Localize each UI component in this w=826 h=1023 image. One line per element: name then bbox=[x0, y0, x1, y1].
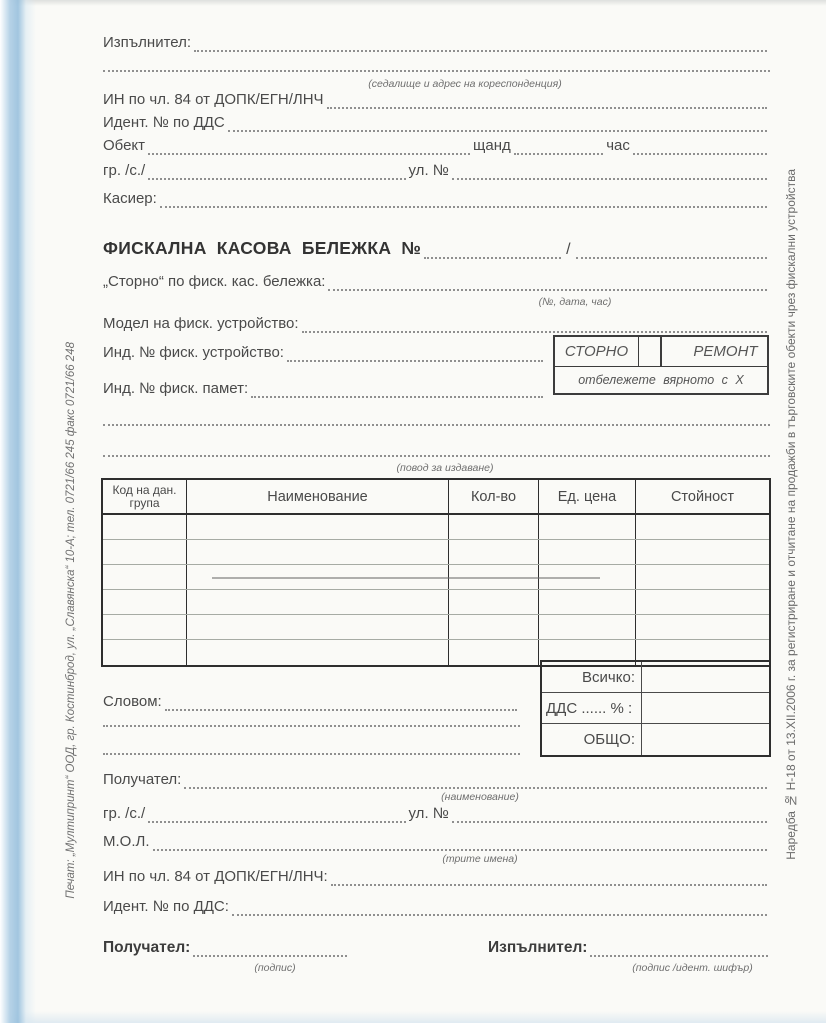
chas-label: час bbox=[606, 137, 630, 154]
mark-correct-note: отбележете вярното с X bbox=[578, 373, 744, 388]
cell-unit-price bbox=[539, 615, 636, 639]
mol-fill-line bbox=[153, 847, 767, 851]
kasier-fill-line bbox=[160, 204, 767, 208]
cell-qty bbox=[449, 615, 539, 639]
printer-info-text: Печат: „Мултипринт“ ООД, гр. Костинброд, ул. „Славянска“ 10-А; тел. 0721/66 245 факс 0721/66 248 bbox=[65, 341, 77, 899]
names-caption: (трите имена) bbox=[442, 853, 518, 865]
signature-row-izpalnitel bbox=[488, 938, 771, 957]
ind-device-fill-line bbox=[287, 358, 543, 362]
street-label: ул. № bbox=[408, 162, 449, 179]
field-row-in-dopk-bottom bbox=[103, 867, 770, 886]
name-caption: (наименование) bbox=[441, 791, 519, 803]
cell-tax-group bbox=[103, 615, 187, 639]
city-fill-line bbox=[148, 176, 405, 180]
cell-qty bbox=[449, 540, 539, 564]
street-bottom-label: ул. № bbox=[408, 805, 449, 822]
vat-label: Идент. № по ДДС bbox=[103, 114, 225, 131]
obshto-label: ОБЩО: bbox=[542, 724, 642, 755]
slovom-label: Словом: bbox=[103, 693, 162, 710]
field-row-mol bbox=[103, 832, 770, 851]
cell-value bbox=[636, 515, 769, 539]
in-dopk-fill-line bbox=[327, 105, 767, 109]
field-row-obekt bbox=[103, 136, 770, 155]
totals-box bbox=[540, 660, 771, 757]
cell-value bbox=[636, 540, 769, 564]
city-label: гр. /с./ bbox=[103, 162, 146, 179]
table-row bbox=[103, 540, 769, 565]
table-row bbox=[103, 615, 769, 640]
cell-qty bbox=[449, 590, 539, 614]
vsichko-value-cell bbox=[642, 662, 769, 692]
items-table bbox=[101, 478, 771, 667]
chas-fill-line bbox=[633, 151, 767, 155]
cell-value bbox=[636, 590, 769, 614]
city-bottom-fill-line bbox=[148, 819, 405, 823]
receipt-date-fill bbox=[576, 255, 767, 259]
ind-memory-label: Инд. № фиск. памет: bbox=[103, 380, 249, 397]
shtand-fill-line bbox=[514, 151, 603, 155]
model-fill-line bbox=[302, 329, 767, 333]
vat-bottom-fill-line bbox=[232, 912, 767, 916]
totals-row-obshto bbox=[542, 724, 769, 755]
storno-remont-box bbox=[553, 335, 769, 395]
cell-qty bbox=[449, 640, 539, 665]
table-row bbox=[103, 590, 769, 615]
signature-row-poluchatel bbox=[103, 938, 350, 957]
cell-name bbox=[187, 590, 449, 614]
field-row-city-bottom bbox=[103, 804, 770, 823]
cell-name bbox=[187, 615, 449, 639]
field-row-vat-bottom bbox=[103, 897, 770, 916]
cell-name bbox=[187, 640, 449, 665]
cell-tax-group bbox=[103, 565, 187, 589]
signature-poluchatel-caption: (подпис) bbox=[254, 962, 296, 974]
obekt-label: Обект bbox=[103, 137, 146, 154]
street-bottom-fill-line bbox=[452, 819, 767, 823]
table-row bbox=[103, 515, 769, 540]
vsichko-label: Всичко: bbox=[542, 662, 642, 692]
poluchatel-fill-line bbox=[184, 785, 767, 789]
reason-fill-line-2 bbox=[103, 455, 770, 457]
slovom-fill-line-2 bbox=[103, 725, 520, 727]
scan-edge-left bbox=[0, 0, 36, 1023]
storno-caption: (№, дата, час) bbox=[538, 296, 612, 308]
dds-value-cell bbox=[642, 693, 769, 723]
signature-izpalnitel-label: Изпълнител: bbox=[488, 939, 588, 956]
field-row-poluchatel bbox=[103, 770, 770, 789]
cell-unit-price bbox=[539, 590, 636, 614]
field-row-storno bbox=[103, 272, 770, 291]
address-caption: (седалище и адрес на кореспонденция) bbox=[368, 78, 562, 90]
header-tax-group: Код на дан. група bbox=[103, 480, 187, 513]
cell-name bbox=[187, 540, 449, 564]
field-row-vat bbox=[103, 113, 770, 132]
storno-checkbox-cell bbox=[638, 337, 661, 366]
signature-poluchatel-fill bbox=[193, 953, 347, 957]
form-title: ФИСКАЛНА КАСОВА БЕЛЕЖКА № bbox=[103, 238, 422, 258]
dds-label: ДДС ...... % : bbox=[542, 693, 642, 723]
field-row-in-dopk bbox=[103, 90, 770, 109]
obekt-fill-line bbox=[148, 151, 470, 155]
cell-name bbox=[187, 515, 449, 539]
remont-checkbox-cell bbox=[661, 337, 684, 366]
cell-unit-price bbox=[539, 515, 636, 539]
field-row-slovom bbox=[103, 692, 520, 711]
storno-option-label: СТОРНО bbox=[564, 343, 629, 361]
storno-label: „Сторно“ по фиск. кас. бележка: bbox=[103, 273, 326, 290]
city-bottom-label: гр. /с./ bbox=[103, 805, 146, 822]
cell-value bbox=[636, 565, 769, 589]
scan-artifact-line bbox=[212, 577, 600, 579]
reason-caption: (повод за издаване) bbox=[396, 462, 494, 474]
signature-izpalnitel-fill bbox=[590, 953, 768, 957]
field-row-ind-device bbox=[103, 343, 546, 362]
field-row-ind-memory bbox=[103, 379, 546, 398]
kasier-label: Касиер: bbox=[103, 190, 157, 207]
izpalnitel-fill-line bbox=[194, 48, 767, 52]
receipt-number-fill bbox=[424, 255, 561, 259]
cell-tax-group bbox=[103, 540, 187, 564]
poluchatel-label: Получател: bbox=[103, 771, 182, 788]
mol-label: М.О.Л. bbox=[103, 833, 150, 850]
cell-qty bbox=[449, 515, 539, 539]
ind-device-label: Инд. № фиск. устройство: bbox=[103, 344, 284, 361]
signature-izpalnitel-caption: (подпис /идент. шифър) bbox=[632, 962, 753, 974]
regulation-vertical-text bbox=[778, 88, 804, 940]
slovom-fill-line-1 bbox=[165, 707, 517, 711]
printer-info-vertical-text bbox=[58, 285, 84, 955]
items-table-header bbox=[103, 480, 769, 515]
scan-edge-top bbox=[0, 0, 826, 6]
signature-poluchatel-label: Получател: bbox=[103, 939, 191, 956]
in-dopk-label: ИН по чл. 84 от ДОПК/ЕГН/ЛНЧ bbox=[103, 91, 324, 108]
totals-row-dds bbox=[542, 693, 769, 724]
field-row-city-top bbox=[103, 161, 770, 180]
regulation-text: Наредба № Н-18 от 13.XII.2006 г. за регистриране и отчитане на продажби в търговските обекти чрез фискални устройства bbox=[784, 168, 798, 860]
field-row-izpalnitel bbox=[103, 33, 770, 52]
slovom-fill-line-3 bbox=[103, 753, 520, 755]
cell-value bbox=[636, 615, 769, 639]
in-dopk-bottom-fill-line bbox=[331, 882, 767, 886]
storno-fill-line bbox=[328, 287, 767, 291]
obshto-value-cell bbox=[642, 724, 769, 755]
address-fill-line bbox=[103, 70, 770, 72]
street-fill-line bbox=[452, 176, 767, 180]
field-row-model bbox=[103, 314, 770, 333]
header-value: Стойност bbox=[670, 488, 735, 505]
cell-tax-group bbox=[103, 515, 187, 539]
cell-unit-price bbox=[539, 540, 636, 564]
storno-remont-options-row bbox=[555, 337, 767, 367]
totals-row-vsichko bbox=[542, 662, 769, 693]
vat-fill-line bbox=[228, 128, 767, 132]
title-slash: / bbox=[566, 241, 571, 258]
header-name: Наименование bbox=[187, 480, 449, 513]
shtand-label: щанд bbox=[473, 137, 511, 154]
model-label: Модел на фиск. устройство: bbox=[103, 315, 299, 332]
vat-bottom-label: Идент. № по ДДС: bbox=[103, 898, 229, 915]
remont-option-label: РЕМОНТ bbox=[693, 343, 758, 361]
izpalnitel-label: Изпълнител: bbox=[103, 34, 192, 51]
cell-tax-group bbox=[103, 590, 187, 614]
in-dopk-bottom-label: ИН по чл. 84 от ДОПК/ЕГН/ЛНЧ: bbox=[103, 868, 328, 885]
field-row-kasier bbox=[103, 189, 770, 208]
reason-fill-line-1 bbox=[103, 424, 770, 426]
cell-tax-group bbox=[103, 640, 187, 665]
ind-memory-fill-line bbox=[251, 394, 543, 398]
header-qty: Кол-во bbox=[449, 480, 539, 513]
form-title-row bbox=[103, 238, 770, 259]
header-unit-price: Ед. цена bbox=[539, 480, 636, 513]
scan-edge-bottom bbox=[0, 1011, 826, 1023]
